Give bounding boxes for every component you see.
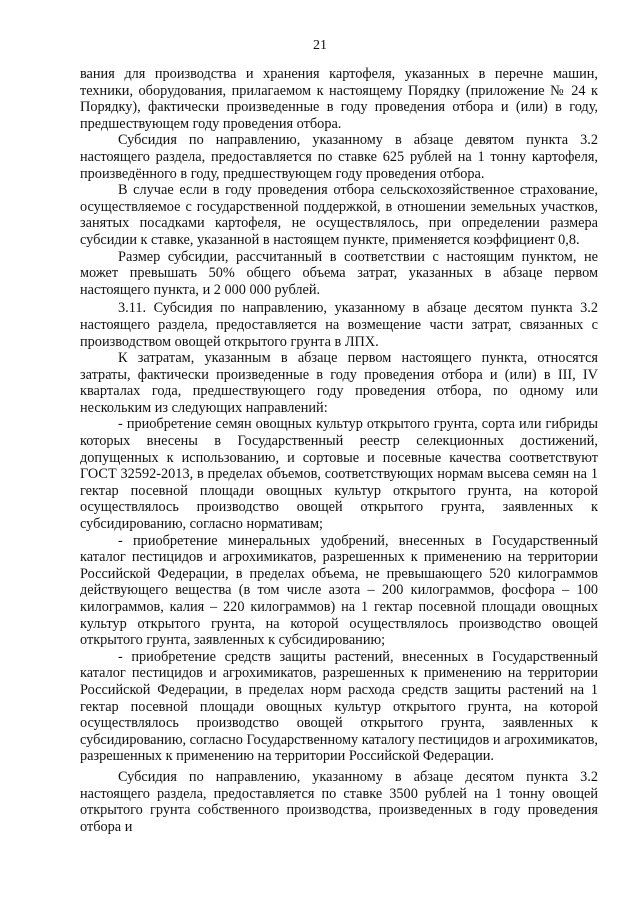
paragraph-clause-3-11: 3.11. Субсидия по направлению, указанному в абзаце десятом пункта 3.2 настоящего раздела, предоставляется на возмещение части затрат, связанных с производством овощей открытого грунта в ЛПХ.	[80, 300, 598, 350]
list-item-plant-protection: - приобретение средств защиты растений, внесенных в Государственный каталог пестицидов и агрохимикатов, разрешенных к применению на территории Российской Федерации, в пределах норм расхода средств защиты растений на 1 гектар посевной площади овощных культур открытого грунта, на которой осуществлялось производство овощей открытого грунта, заявленных к субсидированию, согласно Государственному каталогу пестицидов и агрохимикатов, разрешенных к применению на территории Российской Федерации.	[80, 648, 598, 765]
paragraph-continuation: вания для производства и хранения картофеля, указанных в перечне машин, техники, оборудования, прилагаемом к настоящему Порядку (приложение № 24 к Порядку), фактически произведенные в году проведения отбора и (или) в году, предшествующем году проведения отбора.	[80, 66, 598, 132]
paragraph-subsidy-rate-potato: Субсидия по направлению, указанному в абзаце девятом пункта 3.2 настоящего раздела, предоставляется по ставке 625 рублей на 1 тонну картофеля, произведённого в году, предшествующем году проведения отбора.	[80, 132, 598, 182]
paragraph-subsidy-limit: Размер субсидии, рассчитанный в соответствии с настоящим пунктом, не может превышать 50% общего объема затрат, указанных в абзаце первом настоящего пункта, и 2 000 000 рублей.	[80, 248, 598, 298]
document-body	[80, 66, 598, 835]
paragraph-subsidy-rate-vegetables: Субсидия по направлению, указанному в абзаце десятом пункта 3.2 настоящего раздела, предоставляется по ставке 3500 рублей на 1 тонну овощей открытого грунта собственного производства, произведенных в году проведения отбора и	[80, 768, 598, 835]
paragraph-costs-list-intro: К затратам, указанным в абзаце первом настоящего пункта, относятся затраты, фактически произведенные в году проведения отбора и (или) в III, IV кварталах года, предшествующего году проведения отбора, по одному или нескольким из следующих направлений:	[80, 350, 598, 416]
paragraph-insurance-coefficient: В случае если в году проведения отбора сельскохозяйственное страхование, осуществляемое с государственной поддержкой, в отношении земельных участков, занятых посадками картофеля, не осуществлялось, при определении размера субсидии к ставке, указанной в настоящем пункте, применяется коэффициент 0,8.	[80, 182, 598, 248]
list-item-fertilizers: - приобретение минеральных удобрений, внесенных в Государственный каталог пестицидов и агрохимикатов, разрешенных к применению на территории Российской Федерации, в пределах объема, не превышающего 520 килограммов действующего вещества (в том числе азота – 200 килограммов, фосфора – 100 килограммов, калия – 220 килограммов) на 1 гектар посевной площади овощных культур открытого грунта, на которой осуществлялось производство овощей открытого грунта, заявленных к субсидированию;	[80, 532, 598, 649]
page-number: 21	[313, 38, 327, 53]
list-item-seeds: - приобретение семян овощных культур открытого грунта, сорта или гибриды которых внесены в Государственный реестр селекционных достижений, допущенных к использованию, и сортовые и посевные качества соответствуют ГОСТ 32592-2013, в пределах объемов, соответствующих нормам высева семян на 1 гектар посевной площади овощных культур открытого грунта, на которой осуществлялось производство овощей открытого грунта, заявленных к субсидированию, согласно нормативам;	[80, 416, 598, 533]
